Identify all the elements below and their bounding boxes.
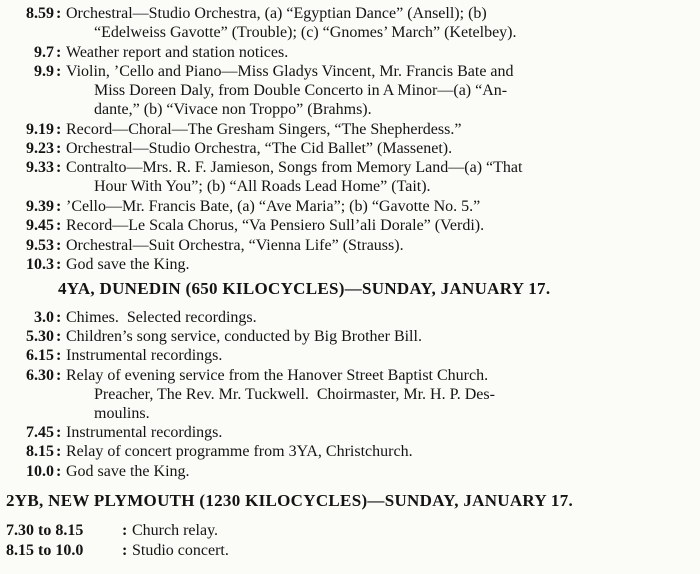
programme-entry (0, 255, 695, 274)
entry-line: Violin, ’Cello and Piano—Miss Gladys Vincent, Mr. Francis Bate and (66, 62, 514, 80)
entry-colon: : (56, 366, 62, 384)
programme-entry (0, 366, 695, 423)
entry-text (66, 255, 695, 274)
entry-line: Orchestral—Suit Orchestra, “Vienna Life” (Strauss). (66, 236, 404, 254)
entry-line: Weather report and station notices. (66, 43, 289, 61)
entry-colon: : (56, 43, 62, 61)
entry-time: 5.30 (26, 328, 54, 346)
entry-time: 10.3 (26, 255, 54, 273)
programme-entry (0, 236, 695, 255)
entry-time: 3.0 (34, 309, 54, 326)
entry-colon: : (56, 62, 62, 80)
entry-text (66, 43, 695, 62)
entry-line: moulins. (94, 404, 150, 422)
entry-colon: : (56, 328, 62, 346)
entry-text (66, 216, 695, 235)
entry-time: 9.33 (26, 159, 54, 177)
entry-line: God save the King. (66, 255, 190, 273)
entry-line: Instrumental recordings. (66, 347, 223, 365)
programme-entry (0, 541, 695, 560)
programme-entry (0, 139, 695, 158)
entry-time: 9.53 (26, 236, 54, 254)
entry-time: 9.39 (26, 198, 54, 215)
programme-entry (0, 462, 695, 481)
entry-colon: : (56, 5, 62, 22)
entry-text (132, 541, 695, 560)
entry-line: Studio concert. (132, 541, 229, 559)
entry-colon: : (56, 120, 62, 138)
entry-colon: : (56, 159, 62, 177)
programme-entry (0, 158, 695, 196)
entry-colon: : (56, 443, 62, 461)
entry-time: 9.45 (26, 217, 54, 235)
programme-entry (0, 197, 695, 216)
entry-colon: : (56, 140, 62, 158)
entry-colon: : (56, 217, 62, 235)
programme-entry (0, 216, 695, 235)
entry-text (66, 346, 695, 365)
entry-line: Relay of evening service from the Hanover Street Baptist Church. (66, 366, 489, 384)
entry-colon: : (56, 236, 62, 254)
entry-text (66, 366, 695, 423)
entry-line: Children’s song service, conducted by Big Brother Bill. (66, 328, 422, 346)
entry-colon: : (56, 309, 62, 326)
entry-time: 7.45 (26, 424, 54, 442)
entry-text (66, 442, 695, 461)
entry-colon: : (56, 462, 62, 480)
entry-colon: : (56, 255, 62, 273)
programme-entry (0, 521, 695, 540)
entry-time: 9.19 (26, 120, 54, 138)
programme-entry (0, 120, 695, 139)
entry-line: Miss Doreen Daly, from Double Concerto in A Minor—(a) “An- (94, 81, 508, 99)
entry-text (66, 158, 695, 196)
entry-line: Record—Le Scala Chorus, “Va Pensiero Sull’ali Dorale” (Verdi). (66, 217, 485, 235)
entry-line: Chimes. Selected recordings. (66, 309, 257, 326)
entry-colon: : (56, 347, 62, 365)
entry-text (66, 120, 695, 139)
entry-line: Orchestral—Studio Orchestra, (a) “Egyptian Dance” (Ansell); (b) (66, 5, 487, 22)
entry-colon: : (122, 522, 128, 539)
entry-line: dante,” (b) “Vivace non Troppo” (Brahms). (94, 100, 372, 118)
programme-entry (0, 327, 695, 346)
entry-line: Hour With You”; (b) “All Roads Lead Home” (Tait). (94, 178, 431, 196)
entry-text (66, 462, 695, 481)
entry-text (132, 521, 695, 540)
programme-entry (0, 442, 695, 461)
entry-text (66, 139, 695, 158)
entry-line: Preacher, The Rev. Mr. Tuckwell. Choirmaster, Mr. H. P. Des- (94, 385, 495, 403)
entry-time: 7.30 to 8.15 (6, 522, 84, 539)
programme-entry (0, 43, 695, 62)
entry-text (66, 327, 695, 346)
programme-entry (0, 423, 695, 442)
entry-text (66, 423, 695, 442)
heading-4ya-dunedin: 4YA, DUNEDIN (650 KILOCYCLES)—SUNDAY, JANUARY 17. (58, 279, 551, 298)
entry-time: 8.59 (26, 5, 54, 22)
entry-time: 9.23 (26, 140, 54, 158)
entry-time: 6.30 (26, 366, 54, 384)
entry-line: ’Cello—Mr. Francis Bate, (a) “Ave Maria”; (b) “Gavotte No. 5.” (66, 198, 481, 215)
heading-2yb-new-plymouth: 2YB, NEW PLYMOUTH (1230 KILOCYCLES)—SUNDAY, JANUARY 17. (6, 491, 574, 510)
entry-time: 9.7 (34, 43, 54, 61)
entry-line: Relay of concert programme from 3YA, Christchurch. (66, 443, 413, 461)
entry-text (66, 236, 695, 255)
entry-colon: : (122, 541, 128, 559)
entry-line: Instrumental recordings. (66, 424, 223, 442)
entry-line: Church relay. (132, 522, 219, 539)
programme-entry (0, 62, 695, 119)
entry-line: Orchestral—Studio Orchestra, “The Cid Ballet” (Massenet). (66, 140, 453, 158)
entry-time: 8.15 (26, 443, 54, 461)
entry-colon: : (56, 424, 62, 442)
entry-time: 9.9 (34, 62, 54, 80)
entry-text (66, 308, 695, 327)
entry-time: 8.15 to 10.0 (6, 541, 84, 559)
programme-entry (0, 308, 695, 327)
entry-colon: : (56, 198, 62, 215)
entry-text (66, 197, 695, 216)
programme-entry (0, 4, 695, 42)
programme-entry (0, 346, 695, 365)
entry-line: Contralto—Mrs. R. F. Jamieson, Songs from Memory Land—(a) “That (66, 159, 523, 177)
entry-text (66, 4, 695, 42)
entry-line: Record—Choral—The Gresham Singers, “The Shepherdess.” (66, 120, 462, 138)
entry-time: 6.15 (26, 347, 54, 365)
entry-time: 10.0 (26, 462, 54, 480)
entry-text (66, 62, 695, 119)
entry-line: “Edelweiss Gavotte” (Trouble); (c) “Gnomes’ March” (Ketelbey). (94, 24, 517, 41)
entry-line: God save the King. (66, 462, 190, 480)
